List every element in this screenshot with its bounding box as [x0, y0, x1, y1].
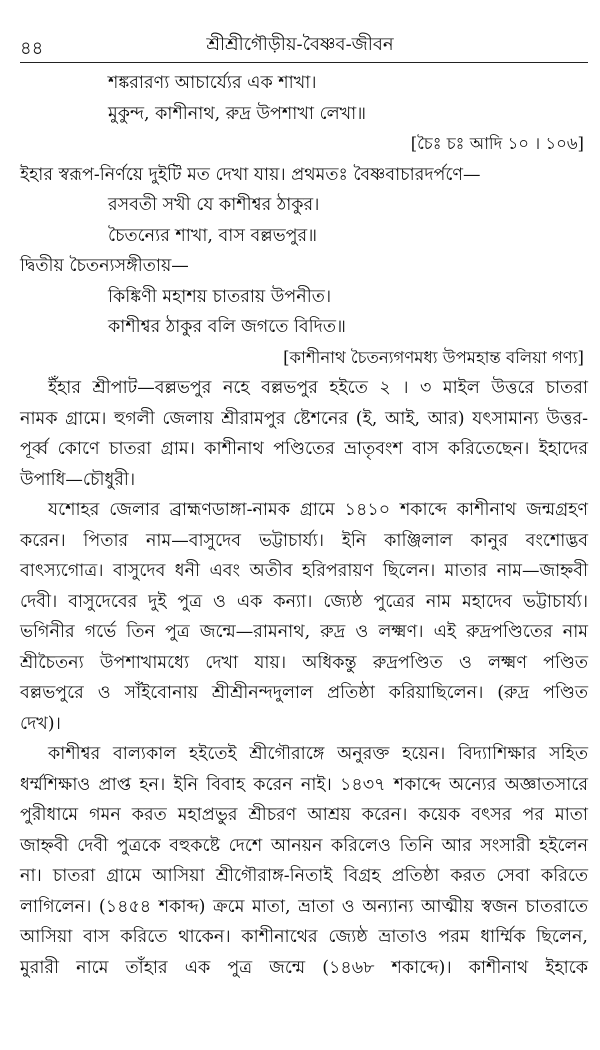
header-rule: [20, 62, 588, 63]
text-line: পূর্ব্ব কোণে চাতরা গ্রাম। কাশীনাথ পণ্ডিতের ভ্রাতৃবংশ বাস করিতেছেন। ইহাদের: [20, 439, 588, 459]
text-line: করেন। পিতার নাম—বাসুদেব ভট্টাচার্য্য। ইনি কাঞ্জিলাল কানুর বংশোদ্ভব: [20, 530, 588, 551]
text-line: দেখ)।: [20, 713, 61, 734]
verse-line: মুকুন্দ, কাশীনাথ, রুদ্র উপশাখা লেখা॥: [108, 103, 367, 124]
verse-line: রসবতী সখী যে কাশীশ্বর ঠাকুর।: [108, 195, 320, 215]
running-head: শ্রীশ্রীগৌড়ীয়-বৈষ্ণব-জীবন: [206, 34, 394, 55]
verse-line: শঙ্করারণ্য আচার্য্যের এক শাখা।: [108, 73, 317, 93]
text-line: ধর্ম্মশিক্ষাও প্রাপ্ত হন। ইনি বিবাহ করেন নাই। ১৪৩৭ শকাব্দে অন্যের অজ্ঞাতসারে: [20, 774, 588, 795]
text-line: আসিয়া বাস করিতে থাকেন। কাশীনাথের জ্যেষ্ঠ ভ্রাতাও পরম ধার্ম্মিক ছিলেন,: [20, 927, 588, 947]
text-line: বাৎস্যগোত্র। বাসুদেব ধনী এবং অতীব হরিপরায়ণ ছিলেন। মাতার নাম—জাহ্নবী: [20, 561, 588, 581]
text-line: ইহার স্বরূপ-নির্ণয়ে দুইটি মত দেখা যায়। প্রথমতঃ বৈষ্ণবাচারদর্পণে—: [20, 164, 481, 185]
text-line: নামক গ্রামে। হুগলী জেলায় শ্রীরামপুর ষ্টেশনের (ই, আই, আর) যৎসামান্য উত্তর-: [20, 408, 588, 429]
text-line: কাশীশ্বর বাল্যকাল হইতেই শ্রীগৌরাঙ্গে অনুরক্ত হয়েন। বিদ্যাশিক্ষার সহিত: [48, 744, 588, 764]
text-line: ইঁহার শ্রীপাট—বল্লভপুর নহে বল্লভপুর হইতে ২ । ৩ মাইল উত্তরে চাতরা: [48, 378, 588, 398]
text-line: লাগিলেন। (১৪৫৪ শকাব্দ) ক্রমে মাতা, ভ্রাতা ও অন্যান্য আত্মীয় স্বজন চাতরাতে: [20, 896, 588, 917]
verse-line: কিঙ্কিণী মহাশয় চাতরায় উপনীত।: [108, 286, 332, 307]
text-line: যশোহর জেলার ব্রাহ্মণডাঙ্গা-নামক গ্রামে ১৪১০ শকাব্দে কাশীনাথ জন্মগ্রহণ: [48, 500, 588, 520]
text-line: দ্বিতীয় চৈতন্যসঙ্গীতায়—: [20, 256, 189, 276]
citation-line: [কাশীনাথ চৈতন্যগণমধ্য উপমহান্ত বলিয়া গণ্য]: [283, 347, 584, 367]
citation-line: [চৈঃ চঃ আদি ১০ । ১০৬]: [410, 134, 584, 153]
text-line: বল্লভপুরে ও সাঁইবোনায় শ্রীশ্রীনন্দদুলাল প্রতিষ্ঠা করিয়াছিলেন। (রুদ্র পণ্ডিত: [20, 683, 588, 703]
text-line: ভগিনীর গর্ভে তিন পুত্র জন্মে—রামনাথ, রুদ্র ও লক্ষ্মণ। এই রুদ্রপণ্ডিতের নাম: [20, 622, 588, 642]
text-line: মুরারী নামে তাঁহার এক পুত্র জন্মে (১৪৬৮ শকাব্দে)। কাশীনাথ ইহাকে: [20, 957, 588, 978]
text-line: উপাধি—চৌধুরী।: [20, 469, 136, 490]
text-line: দেবী। বাসুদেবের দুই পুত্র ও এক কন্যা। জ্যেষ্ঠ পুত্রের নাম মহাদেব ভট্টাচার্য্য।: [20, 591, 588, 612]
page-number: ৪৪: [20, 38, 44, 59]
text-line: না। চাতরা গ্রামে আসিয়া শ্রীগৌরাঙ্গ-নিতাই বিগ্রহ প্রতিষ্ঠা করত সেবা করিতে: [20, 866, 588, 886]
text-line: শ্রীচৈতন্য উপশাখামধ্যে দেখা যায়। অধিকন্তু রুদ্রপণ্ডিত ও লক্ষ্মণ পণ্ডিত: [20, 652, 588, 673]
text-line: জাহ্নবী দেবী পুত্রকে বহুকষ্টে দেশে আনয়ন করিলেও তিনি আর সংসারী হইলেন: [20, 835, 588, 856]
page-body: [20, 68, 588, 983]
text-line: পুরীধামে গমন করত মহাপ্রভুর শ্রীচরণ আশ্রয় করেন। কয়েক বৎসর পর মাতা: [20, 805, 588, 825]
verse-line: কাশীশ্বর ঠাকুর বলি জগতে বিদিত॥: [108, 317, 346, 337]
verse-line: চৈতন্যের শাখা, বাস বল্লভপুর॥: [108, 225, 318, 246]
